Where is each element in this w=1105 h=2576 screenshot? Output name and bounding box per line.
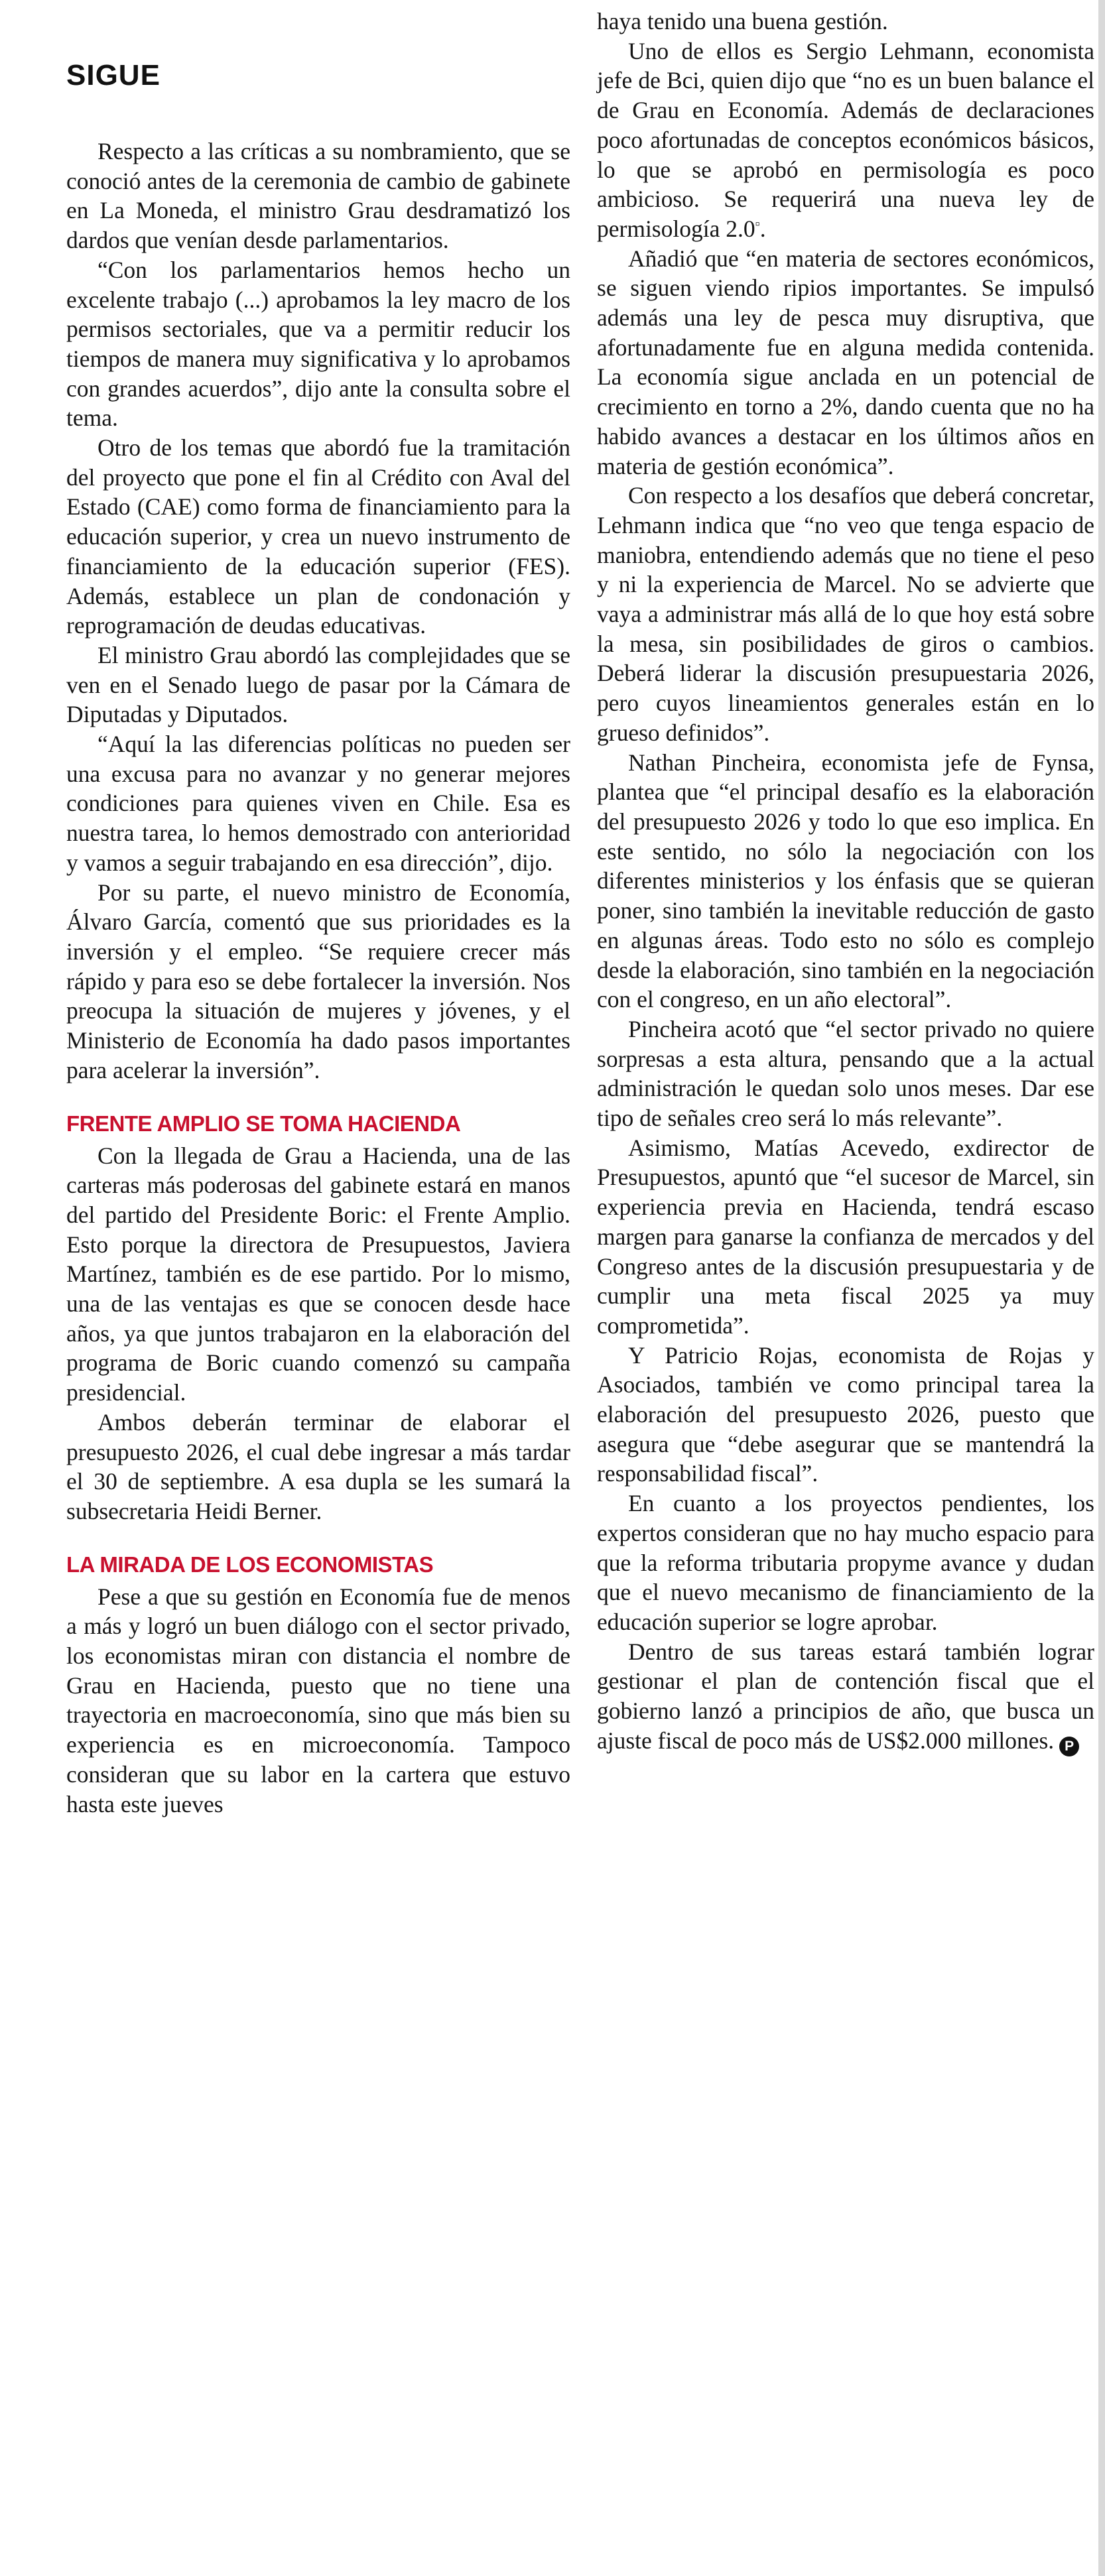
end-of-article-icon: P <box>1059 1737 1079 1756</box>
paragraph: Nathan Pincheira, economista jefe de Fynsa, plantea que “el principal desafío es la elaboración del presupuesto 2026 y todo lo que eso implica. En este sentido, no sólo la negociación con los diferentes ministerios y los énfasis que se quieran poner, sino también la inevitable reducción de gasto en algunas áreas. Todo esto no sólo es complejo desde la elaboración, sino también en la negociación con el congreso, en un año electoral”. <box>597 749 1094 1013</box>
article-column-right <box>597 7 1094 1756</box>
footnote-mark: ▫ <box>755 217 760 232</box>
paragraph: Con la llegada de Grau a Hacienda, una de las carteras más poderosas del gabinete estará en manos del partido del Presidente Boric: el Frente Amplio. Esto porque la directora de Presupuestos, Javiera Martínez, también es de ese partido. Por lo mismo, una de las ventajas es que se conocen desde hace años, ya que juntos trabajaron en la elaboración del programa de Boric cuando comenzó su campaña presidencial. <box>66 1142 570 1406</box>
paragraph-text: Dentro de sus tareas estará también lograr gestionar el plan de contención fiscal que el gobierno lanzó a principios de año, que busca un ajuste fiscal de poco más de US$2.000 millones. <box>597 1638 1094 1754</box>
paragraph: Y Patricio Rojas, economista de Rojas y Asociados, también ve como principal tarea la elaboración del presupuesto 2026, puesto que asegura que “debe asegurar que se mantendrá la responsabilidad fiscal”. <box>597 1341 1094 1487</box>
paragraph <box>597 1637 1094 1756</box>
article-column-left <box>66 0 570 1819</box>
paragraph: Pese a que su gestión en Economía fue de menos a más y logró un buen diálogo con el sector privado, los economistas miran con distancia el nombre de Grau en Hacienda, puesto que no tiene una trayectoria en macroeconomía, sino que más bien su experiencia es en microeconomía. Tampoco consideran que su labor en la cartera que estuvo hasta este jueves <box>66 1583 570 1817</box>
subheading: FRENTE AMPLIO SE TOMA HACIENDA <box>66 1111 461 1136</box>
paragraph: “Con los parlamentarios hemos hecho un excelente trabajo (...) aprobamos la ley macro de los permisos sectoriales, que va a permitir reducir los tiempos de manera muy significativa y lo aprobamos con grandes acuerdos”, dijo ante la consulta sobre el tema. <box>66 256 570 432</box>
subheading: LA MIRADA DE LOS ECONOMISTAS <box>66 1552 434 1577</box>
paragraph: Respecto a las críticas a su nombramiento, que se conoció antes de la ceremonia de cambio de gabinete en La Moneda, el ministro Grau desdramatizó los dardos que venían desde parlamentarios. <box>66 138 570 254</box>
paragraph: Ambos deberán terminar de elaborar el presupuesto 2026, el cual debe ingresar a más tardar el 30 de septiembre. A esa dupla se les sumará la subsecretaria Heidi Berner. <box>66 1408 570 1524</box>
paragraph: Por su parte, el nuevo ministro de Economía, Álvaro García, comentó que sus prioridades es la inversión y el empleo. “Se requiere crecer más rápido y para eso se debe fortalecer la inversión. Nos preocupa la situación de mujeres y jóvenes, y el Ministerio de Economía ha dado pasos importantes para acelerar la inversión”. <box>66 879 570 1083</box>
paragraph <box>597 36 1094 244</box>
page-edge-strip <box>1098 0 1105 2576</box>
paragraph-text: Uno de ellos es Sergio Lehmann, economista jefe de Bci, quien dijo que “no es un buen balance el de Grau en Economía. Además de declaraciones poco afortunadas de conceptos económicos básicos, lo que se aprobó en permisología es poco ambicioso. Se requerirá una nueva ley de permisología 2.0 <box>597 37 1094 242</box>
paragraph: Otro de los temas que abordó fue la tramitación del proyecto que pone el fin al Crédito con Aval del Estado (CAE) como forma de financiamiento para la educación superior, y crea un nuevo instrumento de financiamiento de la educación superior (FES). Además, establece un plan de condonación y reprogramación de deudas educativas. <box>66 434 570 639</box>
paragraph: Asimismo, Matías Acevedo, exdirector de Presupuestos, apuntó que “el sucesor de Marcel, sin experiencia previa en Hacienda, tendrá escaso margen para ganarse la confianza de mercados y del Congreso antes de la discusión presupuestaria y de cumplir una meta fiscal 2025 ya muy comprometida”. <box>597 1134 1094 1339</box>
paragraph: En cuanto a los proyectos pendientes, los expertos consideran que no hay mucho espacio para que la reforma tributaria propyme avance y dudan que el nuevo mecanismo de financiamiento de la educación superior se logre aprobar. <box>597 1490 1094 1635</box>
paragraph: Pincheira acotó que “el sector privado no quiere sorpresas a esta altura, pensando que a la actual administración le quedan solo unos meses. Dar ese tipo de señales creo será lo más relevante”. <box>597 1015 1094 1132</box>
section-label: SIGUE <box>66 59 161 92</box>
paragraph: Con respecto a los desafíos que deberá concretar, Lehmann indica que “no veo que tenga espacio de maniobra, entendiendo además que no tiene el peso y ni la experiencia de Marcel. No se advierte que vaya a administrar más allá de lo que hoy está sobre la mesa, sin posibilidades de giros o cambios. Deberá liderar la discusión presupuestaria 2026, pero cuyos lineamientos generales están en lo grueso definidos”. <box>597 482 1094 746</box>
paragraph: Añadió que “en materia de sectores económicos, se siguen viendo ripios importantes. Se impulsó además una ley de pesca muy disruptiva, que afortunadamente fue en alguna medida contenida. La economía sigue anclada en un potencial de crecimiento en torno a 2%, dando cuenta que no ha habido avances a destacar en los últimos años en materia de gestión económica”. <box>597 245 1094 479</box>
paragraph: “Aquí la las diferencias políticas no pueden ser una excusa para no avanzar y no generar mejores condiciones para quienes viven en Chile. Esa es nuestra tarea, lo hemos demostrado con anterioridad y vamos a seguir trabajando en esa dirección”, dijo. <box>66 731 570 876</box>
paragraph: El ministro Grau abordó las complejidades que se ven en el Senado luego de pasar por la Cámara de Diputadas y Diputados. <box>66 641 570 728</box>
paragraph: haya tenido una buena gestión. <box>597 8 888 34</box>
paragraph-end: . <box>759 215 766 242</box>
